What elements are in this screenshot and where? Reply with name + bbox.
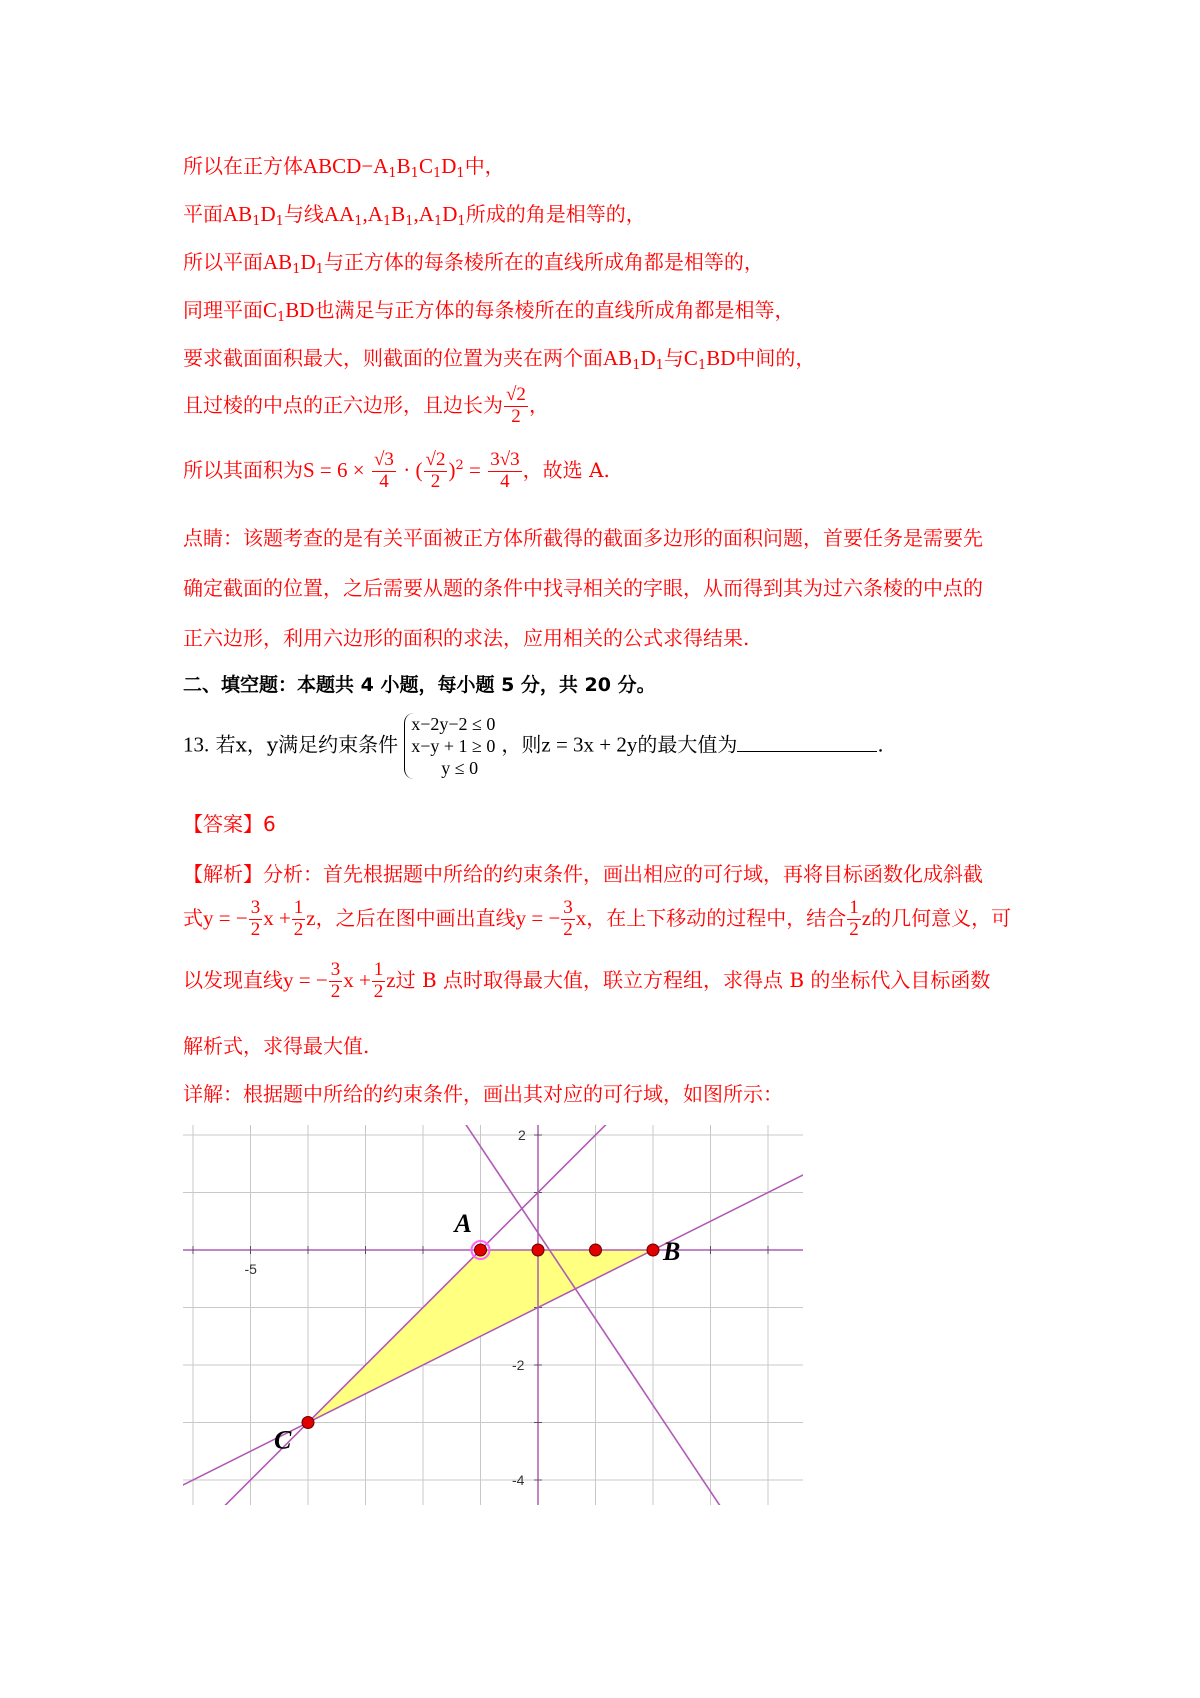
analysis-line-3: 以发现直线y = − $\frac{3}{2}$ x + $\frac{1}{2}$ z过 B 点时取得最大值，联立方程组，求得点 B 的坐标代入目标函数 [183, 959, 991, 1002]
analysis-line-2: 式y = − $\frac{3}{2}$ x + $\frac{1}{2}$ z，之后在图中画出直线y = − $\frac{3}{2}$ x，在上下移动的过程中，结合 $\frac{1}{2}$ z的几何意义，可 [183, 897, 1012, 940]
tick-label-y-2: 2 [518, 1127, 526, 1143]
text-line-7-area-formula: 所以其面积为S = 6 × $\frac{√3}{4}$ · ( $\frac{√2}{2}$ )$^2$ = $\frac{3√3}{4}$ ，故选 A. [183, 449, 610, 492]
marked-point [590, 1244, 602, 1256]
text-line-9: 确定截面的位置，之后需要从题的条件中找寻相关的字眼，从而得到其为过六条棱的中点的 [183, 576, 983, 600]
marked-point [647, 1244, 659, 1256]
constraint-system: x−2y−2 ≤ 0 x−y + 1 ≥ 0 y ≤ 0 [404, 713, 495, 779]
marked-point [532, 1244, 544, 1256]
section-heading: 二、填空题：本题共 4 小题，每小题 5 分，共 20 分。 [183, 674, 656, 696]
tick-label-y-neg4: -4 [512, 1472, 525, 1488]
point-label-c: C [274, 1425, 292, 1455]
analysis-line-1: 【解析】分析：首先根据题中所给的约束条件，画出相应的可行域，再将目标函数化成斜截 [183, 862, 983, 886]
text-line-3: 所以平面$AB_1D_1$与正方体的每条棱所在的直线所成角都是相等的， [183, 250, 764, 277]
text-line-4: 同理平面$C_1BD$也满足与正方体的每条棱所在的直线所成角都是相等， [183, 298, 795, 325]
text-line-8: 点睛：该题考查的是有关平面被正方体所截得的截面多边形的面积问题，首要任务是需要先 [183, 526, 983, 550]
tick-label-x-neg5: -5 [244, 1261, 257, 1277]
analysis-line-5: 详解：根据题中所给的约束条件，画出其对应的可行域，如图所示： [183, 1082, 783, 1106]
fraction: $\frac{√2}{2}$ [506, 384, 526, 427]
feasible-region-graph [183, 1125, 803, 1505]
analysis-line-4: 解析式，求得最大值. [183, 1034, 370, 1058]
answer-blank [737, 733, 877, 752]
text-line-5: 要求截面面积最大，则截面的位置为夹在两个面$AB_1D_1$与$C_1BD$中间的， [183, 346, 816, 373]
point-label-b: B [663, 1237, 681, 1266]
text-line-2: 平面$AB_1D_1$与线$AA_1,A_1B_1,A_1D_1$所成的角是相等的， [183, 202, 646, 229]
text-line-1: 所以在正方体$ABCD-A_1B_1C_1D_1$中， [183, 154, 505, 181]
point-label-a: A [454, 1209, 472, 1238]
tick-label-y-neg2: -2 [512, 1357, 525, 1373]
question-13: 13. 若x，y满足约束条件 x−2y−2 ≤ 0 x−y + 1 ≥ 0 y ≤ 0 ，则z = 3x + 2y的最大值为 . [183, 714, 884, 778]
marked-point [475, 1244, 487, 1256]
text-line-10: 正六边形，利用六边形的面积的求法，应用相关的公式求得结果. [183, 626, 750, 650]
marked-point [302, 1417, 314, 1429]
text-line-6: 且过棱的中点的正六边形，且边长为 $\frac{√2}{2}$ ， [183, 384, 549, 427]
answer-line: 【答案】6 [183, 812, 276, 836]
